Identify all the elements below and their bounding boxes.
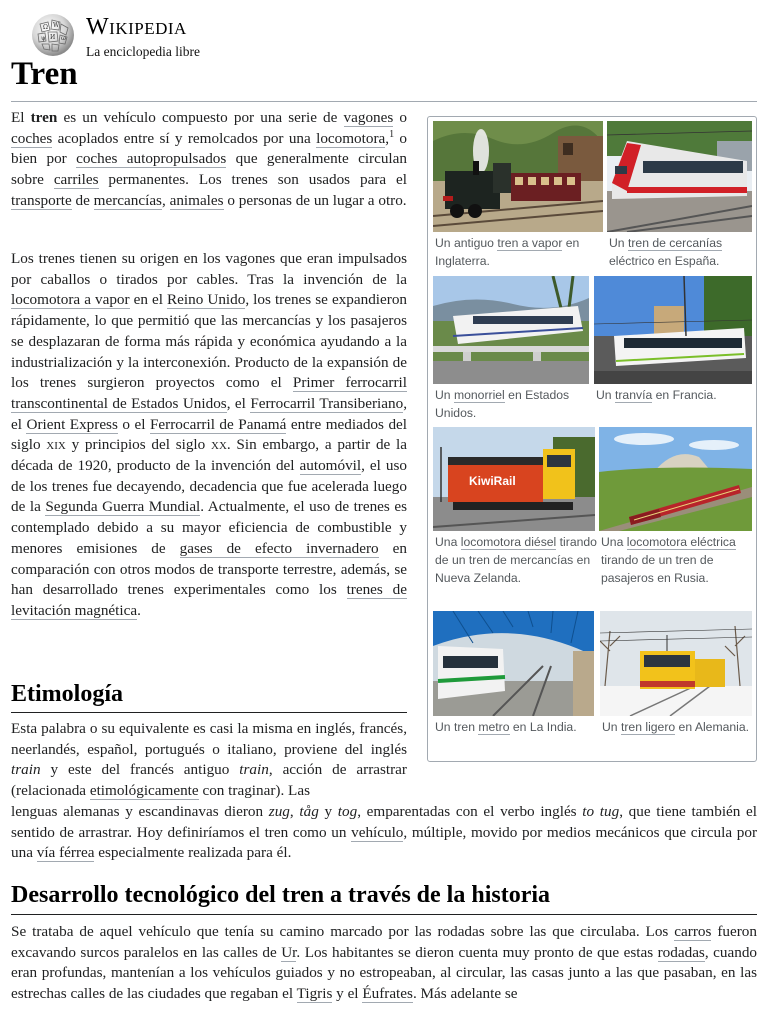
inline-link[interactable]: gases de efecto invernadero	[179, 539, 379, 557]
text-run: o	[393, 109, 408, 126]
gallery-image-electric-locomotive[interactable]	[599, 427, 752, 531]
svg-text:Ω: Ω	[43, 24, 48, 31]
inline-link[interactable]: rodadas	[657, 943, 705, 961]
italic-term: tog	[337, 803, 358, 820]
gallery-caption	[609, 234, 754, 270]
text-run: ,	[385, 129, 390, 147]
locomotive-livery-text: KiwiRail	[469, 474, 516, 488]
text-run: en el	[129, 291, 168, 309]
section-heading-desarrollo: Desarrollo tecnológico del tren a través de la historia	[11, 882, 551, 908]
text-run: fueron excavando surcos paralelos en las calles de	[11, 923, 757, 961]
gallery-caption	[435, 386, 595, 422]
section-divider	[11, 712, 407, 713]
inline-link[interactable]: metro	[478, 720, 510, 734]
inline-link[interactable]: vehículo	[351, 823, 404, 841]
text-run: , acción de arrastrar (relacionada	[11, 761, 407, 800]
text-run: , que tiene también el sentido de arrastrar. Hoy definiríamos el tren como un	[11, 803, 758, 841]
tagline: La enciclopedia libre	[86, 44, 200, 59]
inline-link[interactable]: locomotora a vapor	[11, 291, 130, 309]
text-run: . Más adelante se	[412, 985, 518, 1003]
text-run: tirando de un tren de pasajeros en Rusia.	[601, 553, 714, 585]
inline-link[interactable]: etimológicamente	[89, 782, 199, 800]
text-run: en Francia.	[652, 388, 717, 402]
text-run: , el	[226, 394, 251, 412]
etimologia-paragraph-wide	[11, 802, 757, 864]
inline-link[interactable]: coches autopropulsados	[76, 150, 227, 168]
inline-link[interactable]: Tigris	[296, 985, 333, 1003]
text-run: con traginar). Las	[198, 782, 310, 800]
text-run: ,	[289, 803, 300, 820]
gallery-caption	[435, 234, 605, 270]
text-run: acoplados entre sí y remolcados por una	[52, 129, 317, 147]
text-run: en La India.	[509, 720, 577, 734]
gallery-image-steam-train[interactable]	[433, 121, 603, 232]
inline-link[interactable]: locomotora	[316, 129, 386, 147]
text-run: eléctrico en España.	[609, 254, 720, 268]
intro-paragraph-2	[11, 249, 407, 622]
text-run: en comparación con otros modos de transporte terrestre, además, se han desarrollado trenes experimentales como los	[11, 539, 407, 599]
text-run: de	[71, 191, 94, 209]
text-run: y este del francés antiguo	[40, 761, 240, 779]
inline-link[interactable]: monorriel	[453, 388, 505, 402]
italic-term: train	[11, 761, 41, 779]
text-run: Un tren	[435, 720, 479, 734]
gallery-image-metro[interactable]	[433, 611, 594, 716]
inline-link[interactable]: transporte	[11, 191, 72, 209]
italic-term: tåg	[299, 803, 319, 820]
etimologia-paragraph-narrow	[11, 719, 407, 802]
inline-link[interactable]: tren ligero	[620, 720, 676, 734]
inline-link[interactable]: automóvil	[299, 457, 362, 475]
intro-paragraph-1	[11, 108, 407, 212]
inline-link[interactable]: Segunda Guerra Mundial	[45, 498, 201, 516]
gallery-image-light-rail[interactable]	[600, 611, 752, 716]
roman-numeral: xx	[211, 436, 227, 454]
text-run: , los trenes se expandieron rápidamente, lo que permitió que las mercancías y los pasajeros se desplazaran de forma más rápida y económica ayudando a la industrialización y la interconexión. Producto de la expansión de los trenes surgieron proyectos como el	[11, 291, 408, 392]
wikipedia-globe-logo[interactable]	[30, 12, 76, 58]
text-run: Una	[601, 535, 627, 549]
italic-term: zug	[268, 803, 290, 820]
text-run: o el	[117, 415, 150, 433]
gallery-image-monorail[interactable]	[433, 276, 589, 384]
gallery-image-tram[interactable]	[594, 276, 752, 384]
inline-link[interactable]: Ur	[281, 943, 297, 961]
inline-link[interactable]: mercancías	[93, 191, 162, 209]
text-run: . Actualmente, el uso de trenes es contemplado debido a su mayor eficiencia de combustible y menores emisiones de	[11, 498, 408, 557]
text-run: El	[11, 109, 31, 126]
text-run: , emparentadas con el verbo inglés	[357, 803, 583, 820]
text-run: y	[318, 803, 338, 820]
image-gallery	[427, 116, 757, 762]
text-run: Se trataba de aquel vehículo que tenía su camino marcado por las rodadas sobre las que circulaba. Los	[11, 923, 675, 940]
text-run: en Estados Unidos.	[435, 388, 570, 420]
text-run: Un	[596, 388, 615, 402]
gallery-caption	[602, 718, 757, 736]
page-title: Tren	[11, 56, 78, 92]
inline-link[interactable]: trenes de levitación magnética	[11, 581, 407, 619]
wordmark-text: Wikipedia	[86, 14, 187, 40]
text-run: . Sin embargo, a partir de la década de 1920, producto de la invención del	[11, 436, 407, 475]
text-run: tirando de un tren de mercancías en Nueva Zelanda.	[435, 535, 597, 585]
gallery-image-commuter-train[interactable]	[607, 121, 752, 232]
inline-link[interactable]: animales	[169, 191, 224, 209]
svg-text:И: И	[50, 34, 56, 41]
text-run: , múltiple, movido por medios mecánicos que circula por una	[11, 823, 757, 862]
gallery-caption	[601, 533, 756, 587]
text-run: o personas de un lugar a otro.	[223, 191, 407, 209]
text-run: . Los habitantes se dieron cuenta muy pronto de que estas	[296, 943, 658, 961]
text-run: Un antiguo	[435, 236, 498, 250]
text-run: lenguas alemanas y escandinavas dieron	[11, 803, 269, 820]
inline-link[interactable]: Primer ferrocarril transcontinental de Estados Unidos	[11, 374, 407, 412]
svg-text:ω: ω	[61, 35, 66, 42]
inline-link[interactable]: coches	[11, 129, 53, 147]
inline-link[interactable]: vía férrea	[36, 844, 95, 862]
text-run: Una	[435, 535, 461, 549]
svg-text:W: W	[53, 22, 60, 29]
text-run: es un vehículo compuesto por una serie de	[57, 109, 344, 126]
inline-link[interactable]: Ferrocarril Transiberiano	[250, 394, 404, 412]
bold-term: tren	[30, 109, 58, 126]
text-run: especialmente realizada para él.	[94, 844, 292, 862]
section-heading-etimologia: Etimología	[11, 681, 123, 707]
reference-superscript[interactable]: 1	[389, 128, 395, 140]
title-divider	[11, 101, 757, 102]
text-run: o bien por	[11, 129, 408, 168]
gallery-caption	[435, 718, 600, 736]
text-run: Los trenes tienen su origen en los vagones que eran impulsados por caballos o tirados por cables. Tras la invención de la	[11, 250, 407, 288]
desarrollo-paragraph-1	[11, 922, 757, 1005]
text-run: y el	[332, 985, 363, 1003]
gallery-image-diesel-locomotive[interactable]	[433, 427, 595, 531]
italic-term: train	[239, 761, 269, 779]
inline-link[interactable]: carriles	[53, 171, 99, 189]
text-run: y principios del siglo	[65, 436, 211, 454]
gallery-caption	[435, 533, 600, 587]
inline-link[interactable]: tranvía	[614, 388, 653, 402]
roman-numeral: xix	[46, 436, 66, 454]
inline-link[interactable]: Orient Express	[26, 415, 118, 433]
text-run: , cuando eran profundas, mantenían a los vehículos guiados y no estropeaban, al circular, las casas junto a las que pasaban, en las estrechas calles de las ciudades que regaban el	[11, 943, 758, 1003]
text-run: en Inglaterra.	[435, 236, 580, 268]
inline-link[interactable]: locomotora diésel	[460, 535, 557, 549]
text-run: entre mediados del siglo	[11, 415, 408, 454]
text-run: Esta palabra o su equivalente es casi la misma en inglés, francés, neerlandés, español, portugués o italiano, proviene del inglés	[11, 720, 407, 758]
text-run: Un	[435, 388, 454, 402]
inline-link[interactable]: Reino Unido	[167, 291, 246, 309]
text-run: Un	[602, 720, 621, 734]
inline-link[interactable]: Éufrates	[362, 985, 413, 1003]
text-run: ,	[161, 191, 170, 209]
inline-link[interactable]: locomotora eléctrica	[626, 535, 736, 549]
text-run: permanentes. Los trenes son usados para el	[98, 171, 407, 189]
text-run: , el uso de los trenes fue decayendo, decadencia que fue acelerada luego de la	[11, 457, 407, 516]
inline-link[interactable]: vagones	[343, 109, 394, 126]
text-run: en Alemania.	[675, 720, 750, 734]
svg-text:ψ: ψ	[41, 35, 46, 42]
wordmark[interactable]	[86, 14, 187, 41]
section-divider	[11, 914, 757, 915]
inline-link[interactable]: Ferrocarril de Panamá	[149, 415, 287, 433]
gallery-caption	[596, 386, 756, 404]
text-run: Un	[609, 236, 628, 250]
text-run: .	[137, 601, 141, 619]
italic-term: to tug	[582, 803, 620, 820]
text-run: que generalmente circulan sobre	[11, 150, 407, 189]
site-header	[28, 12, 328, 60]
text-run: , el	[11, 394, 407, 433]
inline-link[interactable]: carros	[674, 923, 712, 940]
inline-link[interactable]: tren de cercanías	[627, 236, 723, 250]
inline-link[interactable]: tren a vapor	[497, 236, 563, 250]
